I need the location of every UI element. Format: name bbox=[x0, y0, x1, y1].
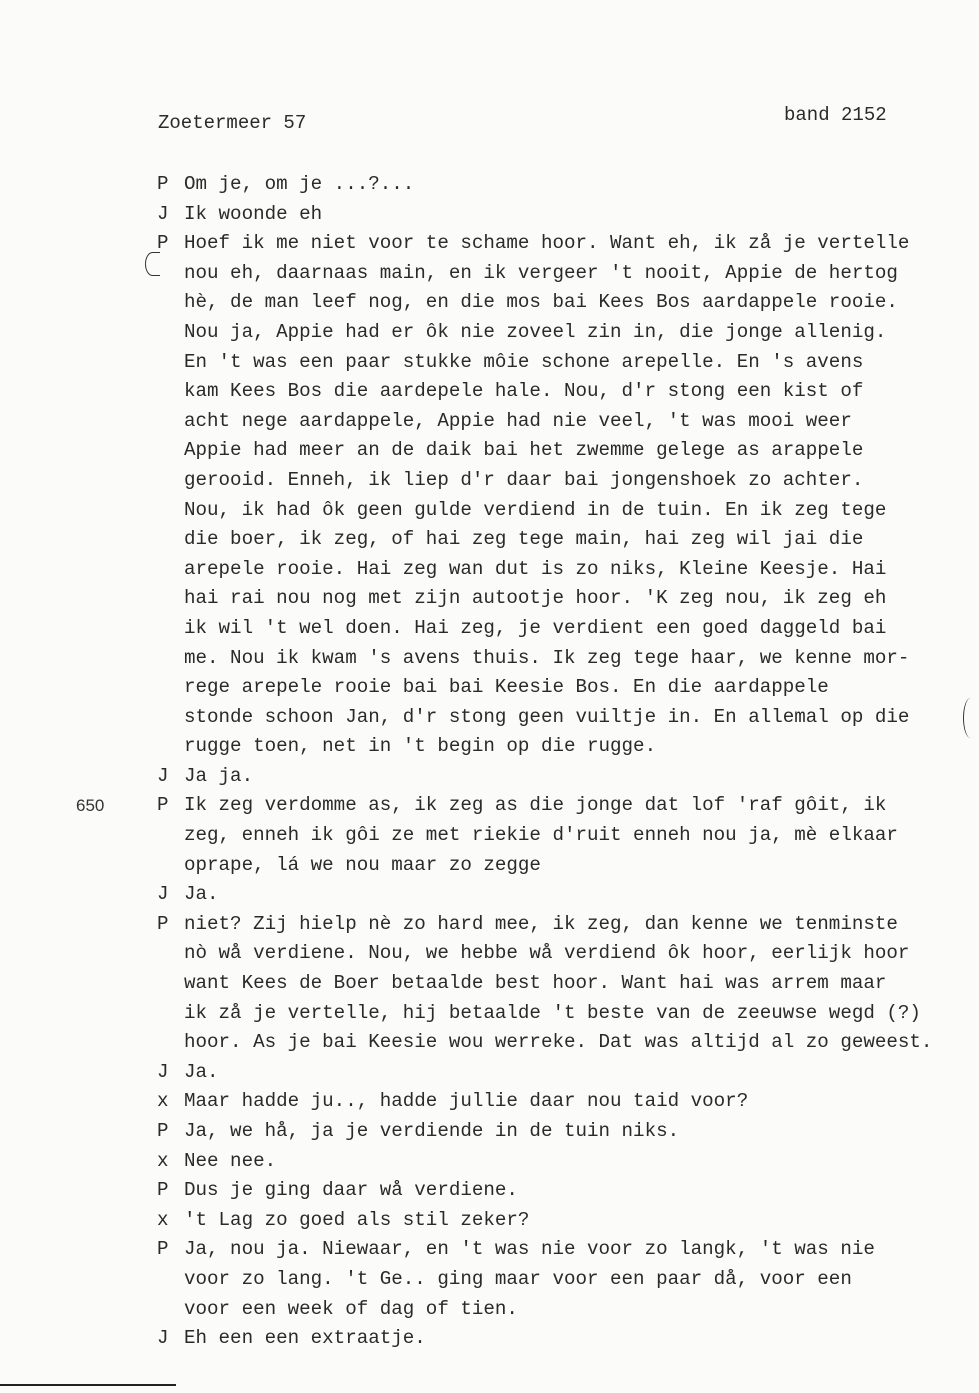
speaker-label: x bbox=[157, 1208, 169, 1231]
line-text: Appie had meer an de daik bai het zwemme gelege as arappele bbox=[184, 439, 864, 462]
line-text: Ja, we hå, ja je verdiende in de tuin niks. bbox=[184, 1120, 680, 1142]
line-text: arepele rooie. Hai zeg wan dut is zo niks, Kleine Keesje. Hai bbox=[184, 557, 887, 580]
line-text: En 't was een paar stukke môie schone arepelle. En 's avens bbox=[184, 350, 864, 373]
line-text: Nee nee. bbox=[184, 1149, 277, 1172]
line-text: nò wå verdiene. Nou, we hebbe wå verdiend ôk hoor, eerlijk hoor bbox=[184, 942, 910, 965]
transcript-line bbox=[0, 436, 979, 466]
transcript-line bbox=[0, 644, 979, 674]
line-text: me. Nou ik kwam 's avens thuis. Ik zeg tege haar, we kenne mor- bbox=[184, 646, 910, 669]
transcript-line bbox=[0, 969, 979, 999]
transcript-line bbox=[0, 584, 979, 614]
transcript-line bbox=[0, 1087, 979, 1117]
line-text: acht nege aardappele, Appie had nie veel, 't was mooi weer bbox=[184, 409, 852, 432]
transcript-line bbox=[0, 170, 979, 200]
transcript-line bbox=[0, 377, 979, 407]
transcript-line bbox=[0, 229, 979, 259]
line-text: die boer, ik zeg, of hai zeg tege main, hai zeg wil jai die bbox=[184, 528, 864, 551]
line-text: ik zå je vertelle, hij betaalde 't beste van de zeeuwse wegd (?) bbox=[184, 1001, 921, 1024]
transcript-line bbox=[0, 910, 979, 940]
speaker-label: J bbox=[157, 1327, 169, 1350]
transcript-line bbox=[0, 466, 979, 496]
line-text: rege arepele rooie bai bai Keesie Bos. En die aardappele bbox=[184, 676, 829, 699]
transcript-line bbox=[0, 1295, 979, 1325]
transcript-line bbox=[0, 1147, 979, 1177]
transcript-line bbox=[0, 880, 979, 910]
line-text: nou eh, daarnaas main, en ik vergeer 't nooit, Appie de hertog bbox=[184, 261, 898, 284]
transcript-line bbox=[0, 407, 979, 437]
speaker-label: J bbox=[157, 1060, 169, 1083]
speaker-label: P bbox=[157, 1179, 169, 1202]
line-text: Eh een een extraatje. bbox=[184, 1327, 426, 1350]
line-text: stonde schoon Jan, d'r stong geen vuiltje in. En allemal op die bbox=[184, 705, 910, 728]
transcript-line bbox=[0, 939, 979, 969]
transcript-line bbox=[0, 821, 979, 851]
transcript-line bbox=[0, 703, 979, 733]
speaker-label: P bbox=[157, 232, 169, 255]
speaker-label: x bbox=[157, 1090, 169, 1113]
transcript-line bbox=[0, 732, 979, 762]
transcript-line bbox=[0, 1235, 979, 1265]
transcript-line bbox=[0, 200, 979, 230]
line-text: Nou ja, Appie had er ôk nie zoveel zin in, die jonge allenig. bbox=[184, 320, 887, 343]
speaker-label: J bbox=[157, 202, 169, 225]
line-text: voor een week of dag of tien. bbox=[184, 1297, 518, 1320]
transcript-line bbox=[0, 614, 979, 644]
line-text: kam Kees Bos die aardepele hale. Nou, d'r stong een kist of bbox=[184, 380, 864, 403]
line-text: hoor. As je bai Keesie wou werreke. Dat was altijd al zo geweest. bbox=[184, 1031, 933, 1054]
speaker-label: P bbox=[157, 912, 169, 935]
transcript-line bbox=[0, 791, 979, 821]
line-text: rugge toen, net in 't begin op die rugge. bbox=[184, 735, 657, 758]
transcript-line bbox=[0, 348, 979, 378]
transcript-line bbox=[0, 525, 979, 555]
line-text: Ja. bbox=[184, 883, 219, 906]
transcript-line bbox=[0, 999, 979, 1029]
transcript-line bbox=[0, 1324, 979, 1354]
speaker-label: P bbox=[157, 1238, 169, 1261]
line-text: ik wil 't wel doen. Hai zeg, je verdient een goed daggeld bai bbox=[184, 616, 887, 639]
line-text: Maar hadde ju.., hadde jullie daar nou taid voor? bbox=[184, 1090, 749, 1113]
line-text: want Kees de Boer betaalde best hoor. Want hai was arrem maar bbox=[184, 972, 887, 995]
transcript-line bbox=[0, 673, 979, 703]
line-text: Ja, nou ja. Niewaar, en 't was nie voor zo langk, 't was nie bbox=[184, 1238, 875, 1261]
transcript-line bbox=[0, 1265, 979, 1295]
transcript-line bbox=[0, 851, 979, 881]
transcript-line bbox=[0, 1206, 979, 1236]
transcript-line bbox=[0, 259, 979, 289]
line-text: Dus je ging daar wå verdiene. bbox=[184, 1179, 518, 1202]
line-text: oprape, lá we nou maar zo zegge bbox=[184, 853, 541, 876]
speaker-label: J bbox=[157, 883, 169, 906]
transcript-line bbox=[0, 1117, 979, 1147]
line-text: Ik woonde eh bbox=[184, 202, 323, 225]
bottom-rule bbox=[0, 1384, 176, 1386]
line-text: Ja ja. bbox=[184, 764, 254, 787]
speaker-label: x bbox=[157, 1149, 169, 1172]
transcript-lines bbox=[0, 170, 979, 1354]
band-number: band 2152 bbox=[784, 104, 887, 126]
line-text: zeg, enneh ik gôi ze met riekie d'ruit enneh nou ja, mè elkaar bbox=[184, 824, 898, 847]
line-text: Hoef ik me niet voor te schame hoor. Want eh, ik zå je vertelle bbox=[184, 232, 910, 255]
speaker-label: P bbox=[157, 173, 169, 195]
transcript-line bbox=[0, 1176, 979, 1206]
line-text: 't Lag zo goed als stil zeker? bbox=[184, 1208, 530, 1231]
transcript-line bbox=[0, 496, 979, 526]
line-text: niet? Zij hielp nè zo hard mee, ik zeg, dan kenne we tenminste bbox=[184, 912, 898, 935]
line-text: Ja. bbox=[184, 1060, 219, 1083]
transcript-line bbox=[0, 762, 979, 792]
line-text: Nou, ik had ôk geen gulde verdiend in de tuin. En ik zeg tege bbox=[184, 498, 887, 521]
transcript-line bbox=[0, 1058, 979, 1088]
transcript-line bbox=[0, 555, 979, 585]
speaker-label: P bbox=[157, 1120, 169, 1142]
speaker-label: P bbox=[157, 794, 169, 817]
line-text: hai rai nou nog met zijn autootje hoor. 'K zeg nou, ik zeg eh bbox=[184, 587, 887, 610]
line-text: Om je, om je ...?... bbox=[184, 173, 415, 195]
document-title: Zoetermeer 57 bbox=[158, 112, 307, 134]
speaker-label: J bbox=[157, 764, 169, 787]
transcript-line bbox=[0, 1028, 979, 1058]
line-text: voor zo lang. 't Ge.. ging maar voor een paar då, voor een bbox=[184, 1267, 852, 1290]
line-text: Ik zeg verdomme as, ik zeg as die jonge dat lof 'raf gôit, ik bbox=[184, 794, 887, 817]
line-text: hè, de man leef nog, en die mos bai Kees Bos aardappele rooie. bbox=[184, 291, 898, 314]
transcript-line bbox=[0, 318, 979, 348]
transcript-line bbox=[0, 288, 979, 318]
line-number: 650 bbox=[76, 796, 105, 816]
line-text: gerooid. Enneh, ik liep d'r daar bai jongenshoek zo achter. bbox=[184, 468, 864, 491]
